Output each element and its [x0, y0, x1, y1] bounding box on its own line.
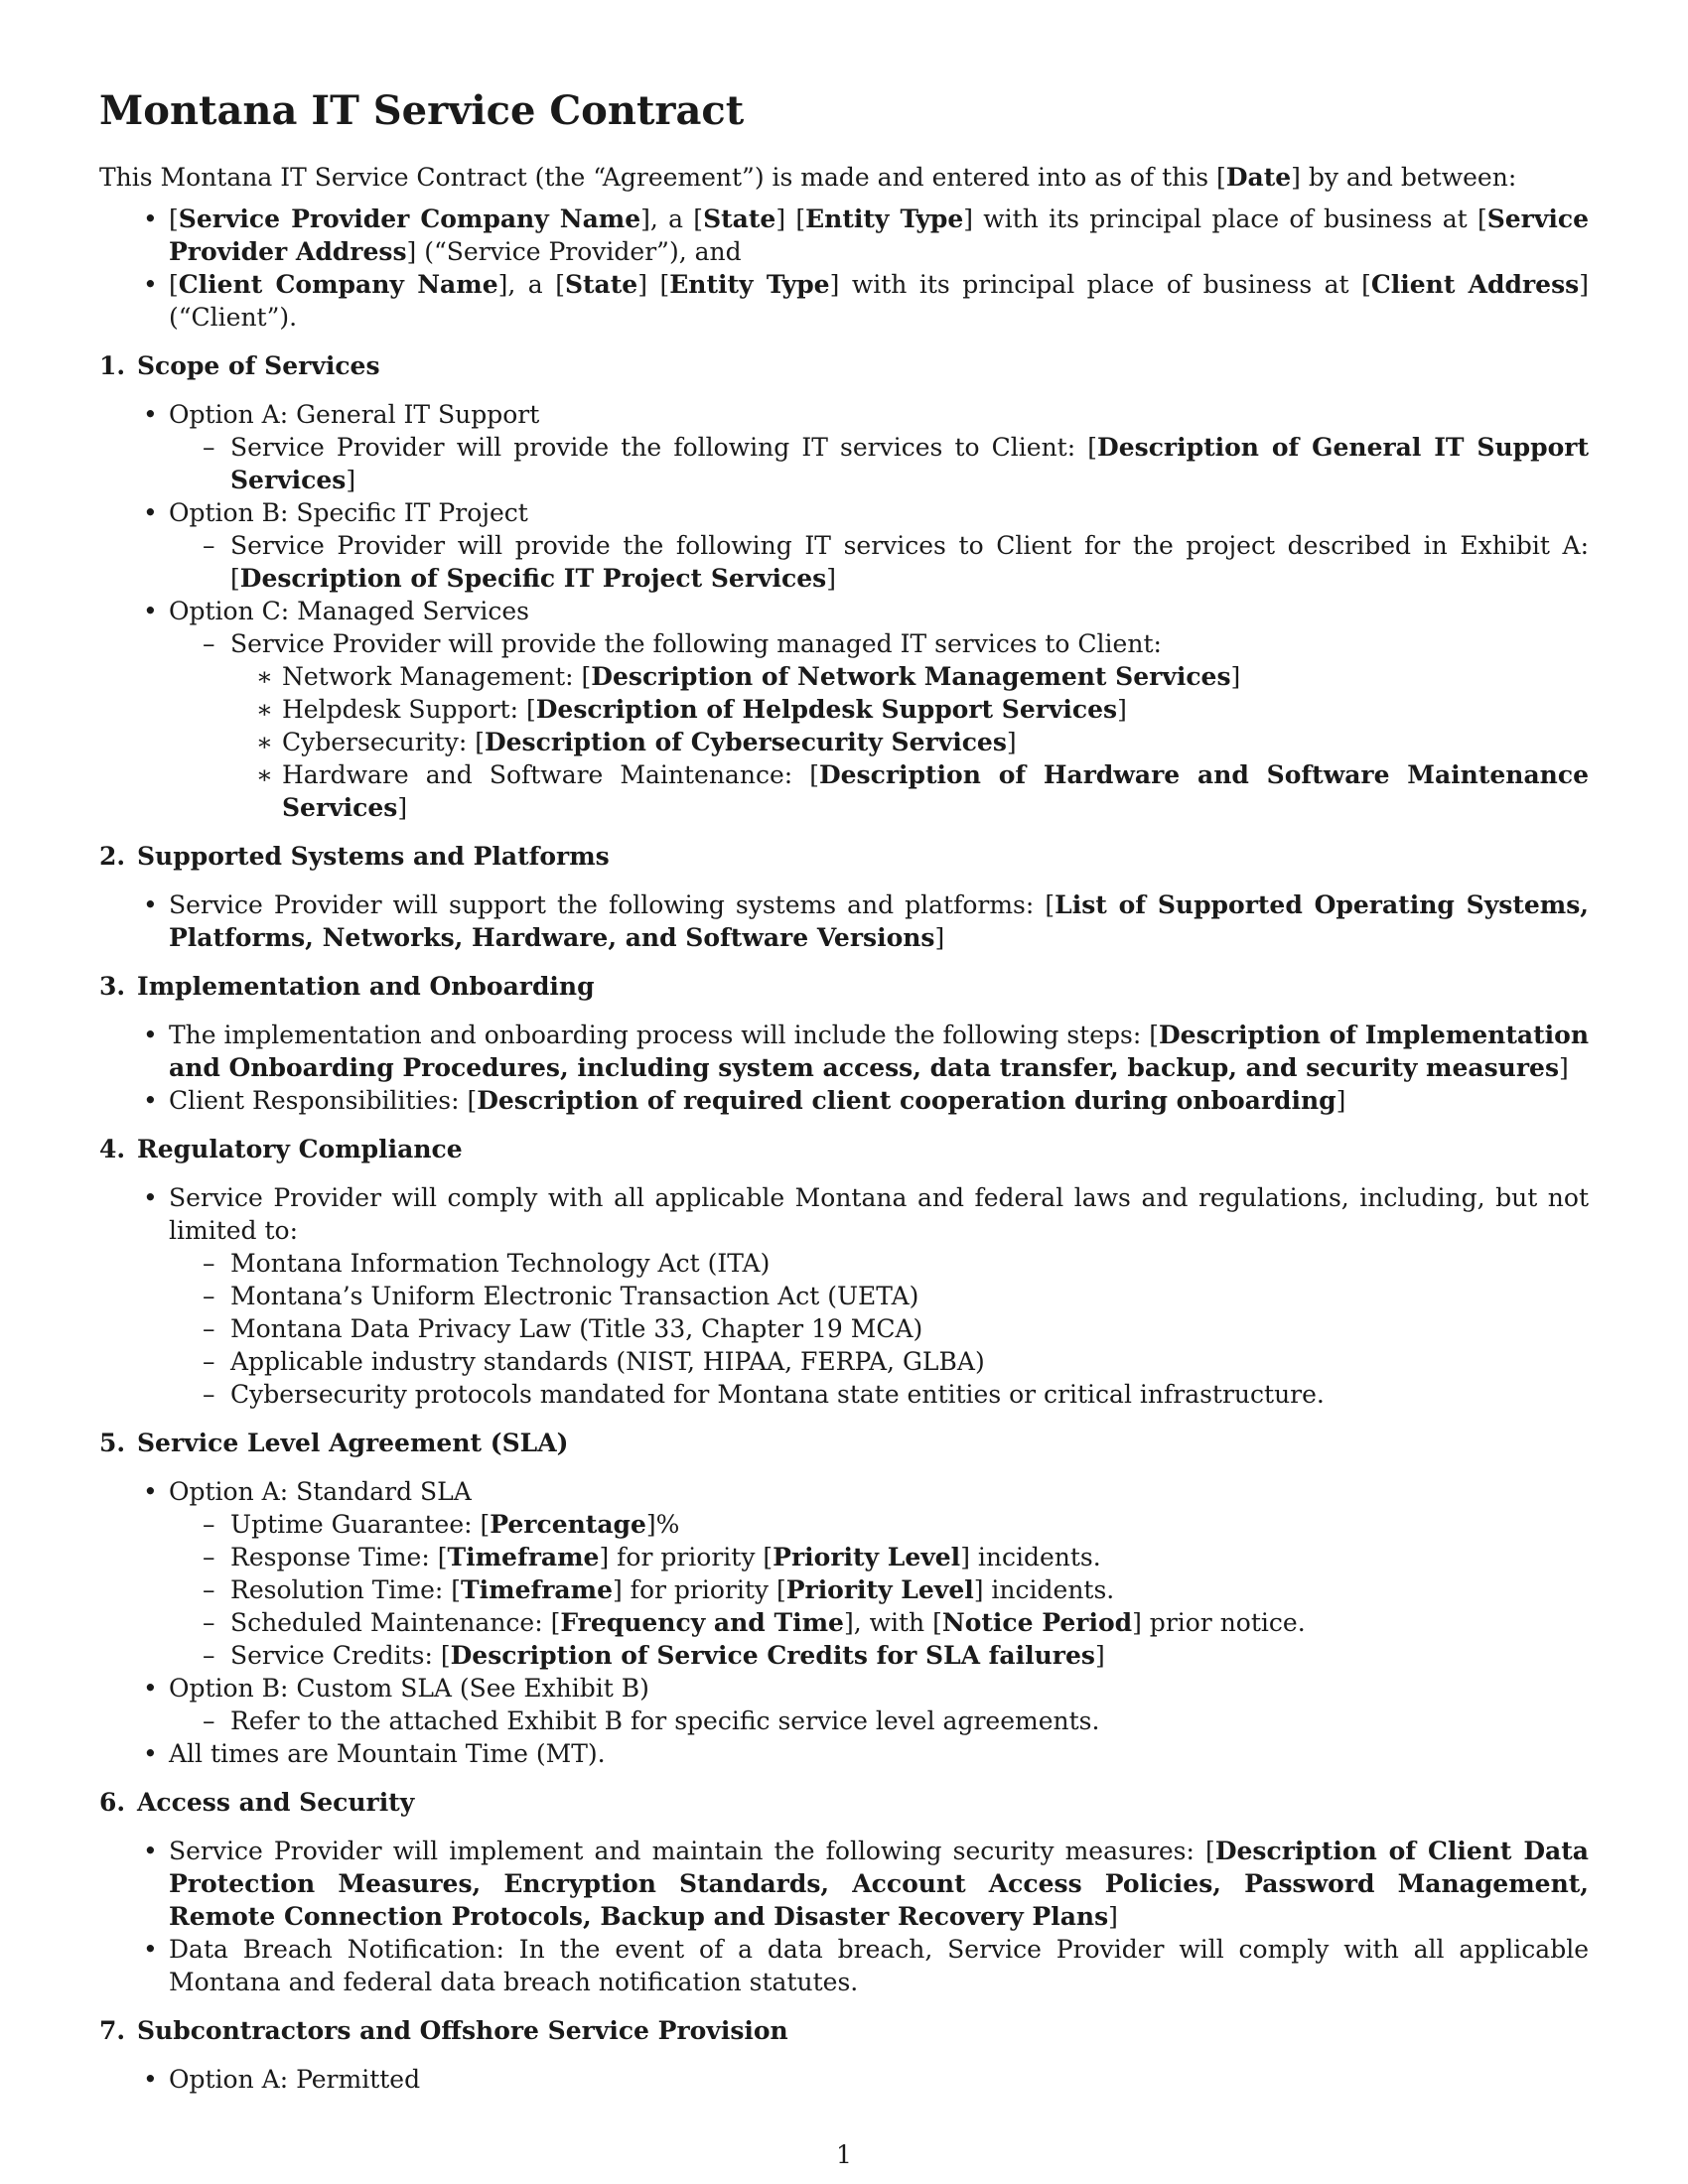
list-item: – Refer to the attached Exhibit B for specific service level agreements. [169, 1705, 1589, 1737]
party-service-provider: • [Service Provider Company Name], a [State] [Entity Type] with its principal place of business at [Service Provider Address] (“Service Provider”), and [99, 203, 1589, 268]
section-heading-regulatory: 4. Regulatory Compliance [99, 1135, 463, 1163]
list-item: ∗ Helpdesk Support: [Description of Helpdesk Support Services] [169, 693, 1589, 726]
page-number: 1 [836, 2140, 852, 2169]
list-item: – Service Provider will provide the following IT services to Client for the project described in Exhibit A: [Description of Specific IT Project Services] [169, 529, 1589, 595]
list-item: • The implementation and onboarding process will include the following steps: [Description of Implementation and Onboarding Procedures, including system access, data transfer, backup, and security measures] [99, 1019, 1589, 1084]
list-item: ∗ Hardware and Software Maintenance: [Description of Hardware and Software Maintenance Services] [169, 758, 1589, 824]
scope-options-list [99, 398, 1589, 824]
list-item: • Service Provider will support the following systems and platforms: [List of Supported Operating Systems, Platforms, Networks, Hardware, and Software Versions] [99, 888, 1589, 954]
list-item: • Data Breach Notification: In the event of a data breach, Service Provider will comply with all applicable Montana and federal data breach notification statutes. [99, 1933, 1589, 1998]
list-item: • Option A: Standard SLA – Uptime Guarantee: [Percentage]% – Response Time: [Timeframe] for priority [Priority Level] incidents. – Resolution Time: [Timeframe] for priority [Priority Level] incidents. – Scheduled Maintenance: [Frequency and Time], with [Notice Period] prior notice. – Service Credits: [Description of Service Credits for SLA failures] [99, 1475, 1589, 1672]
list-item: • Service Provider will comply with all applicable Montana and federal laws and regulations, including, but not limited to: – Montana Information Technology Act (ITA) – Montana’s Uniform Electronic Transaction Act (UETA) – Montana Data Privacy Law (Title 33, Chapter 19 MCA) – Applicable industry standards (NIST, HIPAA, FERPA, GLBA) – Cybersecurity protocols mandated for Montana state entities or critical infrastructure. [99, 1181, 1589, 1411]
list-item: • Option A: Permitted [99, 2063, 1589, 2096]
list-item: – Montana Data Privacy Law (Title 33, Chapter 19 MCA) [169, 1312, 1589, 1345]
party-client: • [Client Company Name], a [State] [Entity Type] with its principal place of business at [Client Address] (“Client”). [99, 268, 1589, 334]
list-item: – Cybersecurity protocols mandated for Montana state entities or critical infrastructure. [169, 1378, 1589, 1411]
list-item: • Client Responsibilities: [Description of required client cooperation during onboarding] [99, 1084, 1589, 1117]
list-item: – Service Provider will provide the following managed IT services to Client: ∗ Network Management: [Description of Network Management Services] ∗ Helpdesk Support: [Description of Helpdesk Support Services] ∗ Cybersecurity: [Description of Cybersecurity Services] ∗ Hardware and Software Maintenance: [Description of Hardware and Software Maintenance Services] [169, 627, 1589, 824]
list-item: • Option A: General IT Support – Service Provider will provide the following IT services to Client: [Description of General IT Support Services] [99, 398, 1589, 496]
document-page [99, 87, 1589, 2096]
parties-list [99, 203, 1589, 334]
list-item: – Montana’s Uniform Electronic Transaction Act (UETA) [169, 1280, 1589, 1312]
section-heading-scope: 1. Scope of Services [99, 351, 380, 380]
section-heading-subcontractors: 7. Subcontractors and Offshore Service Provision [99, 2016, 788, 2045]
list-item: – Response Time: [Timeframe] for priority [Priority Level] incidents. [169, 1541, 1589, 1573]
list-item: – Uptime Guarantee: [Percentage]% [169, 1508, 1589, 1541]
list-item: • All times are Mountain Time (MT). [99, 1737, 1589, 1770]
intro-paragraph: This Montana IT Service Contract (the “Agreement”) is made and entered into as of this [Date] by and between: [99, 163, 1517, 192]
list-item: • Option C: Managed Services – Service Provider will provide the following managed IT services to Client: ∗ Network Management: [Description of Network Management Services] ∗ Helpdesk Support: [Description of Helpdesk Support Services] ∗ Cybersecurity: [Description of Cybersecurity Services] ∗ Hardware and Software Maintenance: [Description of Hardware and Software Maintenance Services] [99, 595, 1589, 824]
list-item: ∗ Network Management: [Description of Network Management Services] [169, 660, 1589, 693]
list-item: – Montana Information Technology Act (ITA) [169, 1247, 1589, 1280]
section-heading-supported-systems: 2. Supported Systems and Platforms [99, 842, 610, 871]
list-item: • Option B: Specific IT Project – Service Provider will provide the following IT services to Client for the project described in Exhibit A: [Description of Specific IT Project Services] [99, 496, 1589, 595]
list-item: – Applicable industry standards (NIST, HIPAA, FERPA, GLBA) [169, 1345, 1589, 1378]
list-item: • Option B: Custom SLA (See Exhibit B) – Refer to the attached Exhibit B for specific service level agreements. [99, 1672, 1589, 1737]
list-item: – Service Credits: [Description of Service Credits for SLA failures] [169, 1639, 1589, 1672]
list-item: – Service Provider will provide the following IT services to Client: [Description of General IT Support Services] [169, 431, 1589, 496]
section-heading-implementation: 3. Implementation and Onboarding [99, 972, 595, 1001]
section-heading-access-security: 6. Access and Security [99, 1788, 415, 1817]
list-item: – Scheduled Maintenance: [Frequency and Time], with [Notice Period] prior notice. [169, 1606, 1589, 1639]
list-item: • Service Provider will implement and maintain the following security measures: [Description of Client Data Protection Measures, Encryption Standards, Account Access Policies, Password Management, Remote Connection Protocols, Backup and Disaster Recovery Plans] [99, 1835, 1589, 1933]
list-item: – Resolution Time: [Timeframe] for priority [Priority Level] incidents. [169, 1573, 1589, 1606]
section-heading-sla: 5. Service Level Agreement (SLA) [99, 1429, 569, 1457]
list-item: ∗ Cybersecurity: [Description of Cybersecurity Services] [169, 726, 1589, 758]
document-title: Montana IT Service Contract [99, 87, 745, 134]
date-placeholder: Date [1225, 163, 1292, 192]
